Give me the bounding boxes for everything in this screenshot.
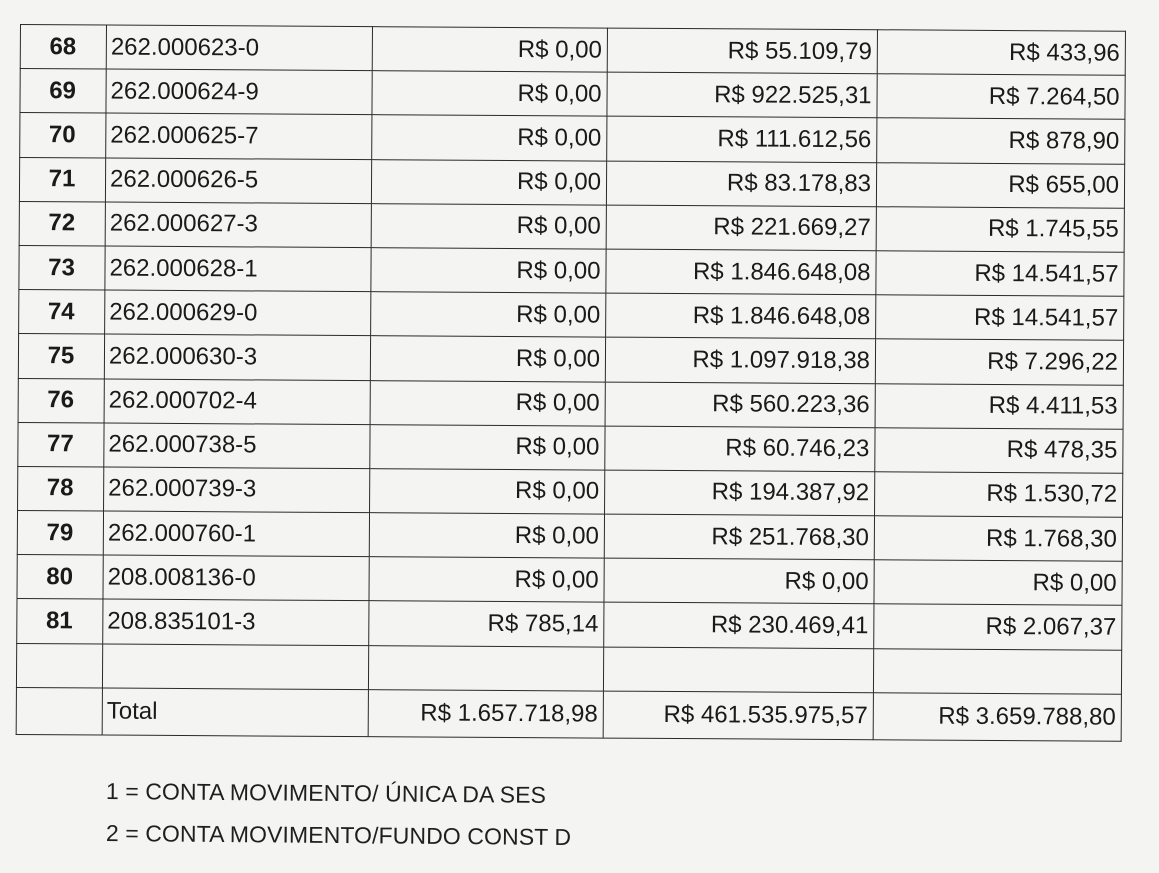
row-number: 80 [17,555,103,600]
row-number: 73 [19,245,105,290]
value-column-2: R$ 83.178,83 [606,161,876,207]
value-column-3: R$ 2.067,37 [874,604,1122,650]
value-column-2: R$ 230.469,41 [604,603,874,649]
row-number: 72 [19,201,105,246]
account-number: 208.008136-0 [103,555,369,601]
value-column-3: R$ 14.541,57 [876,251,1124,297]
value-column-3: R$ 1.768,30 [874,516,1122,562]
row-number: 76 [18,378,104,423]
account-number: 262.000760-1 [103,511,369,557]
value-column-2: R$ 0,00 [604,558,874,604]
account-number: 262.000625-7 [106,113,372,159]
table-row [19,290,1124,341]
row-number: 79 [17,511,103,556]
account-number: 262.000739-3 [104,467,370,513]
empty-row [16,643,1121,694]
table-row [18,466,1123,517]
account-number: 262.000628-1 [105,246,371,292]
total-value-column-2: R$ 461.535.975,57 [603,691,873,740]
value-column-2: R$ 1.097.918,38 [605,337,875,383]
account-number: 262.000624-9 [106,69,372,115]
account-number: 262.000629-0 [105,290,371,336]
empty-cell [16,687,102,735]
value-column-3: R$ 433,96 [877,30,1125,76]
value-column-2: R$ 922.525,31 [607,72,877,118]
value-column-1: R$ 0,00 [370,380,605,426]
empty-cell [873,648,1121,694]
value-column-1: R$ 0,00 [370,336,605,382]
empty-cell [368,645,603,691]
value-column-1: R$ 0,00 [369,513,604,559]
empty-cell [16,643,102,688]
row-number: 77 [18,422,104,467]
row-number: 71 [19,157,105,202]
value-column-1: R$ 785,14 [369,601,604,647]
total-label: Total [102,688,368,737]
total-value-column-3: R$ 3.659.788,80 [873,693,1121,742]
value-column-2: R$ 1.846.648,08 [606,249,876,295]
account-number: 262.000626-5 [105,158,371,204]
value-column-3: R$ 1.530,72 [875,472,1123,518]
value-column-1: R$ 0,00 [372,115,607,161]
row-number: 68 [20,25,106,70]
account-number: 262.000738-5 [104,423,370,469]
table-row [18,422,1123,473]
empty-cell [102,644,368,690]
table-row [17,599,1122,650]
value-column-2: R$ 1.846.648,08 [606,293,876,339]
value-column-3: R$ 1.745,55 [876,206,1124,252]
value-column-1: R$ 0,00 [370,424,605,470]
legend-line-1: 1 = CONTA MOVIMENTO/ ÚNICA DA SES [105,778,547,808]
value-column-2: R$ 221.669,27 [606,205,876,251]
value-column-1: R$ 0,00 [371,248,606,294]
value-column-1: R$ 0,00 [371,292,606,338]
table-row [20,113,1125,164]
value-column-3: R$ 7.264,50 [877,74,1125,120]
value-column-3: R$ 478,35 [875,427,1123,473]
row-number: 74 [19,290,105,335]
total-value-column-1: R$ 1.657.718,98 [368,689,603,737]
value-column-3: R$ 0,00 [874,560,1122,606]
value-column-1: R$ 0,00 [371,203,606,249]
table-row [18,378,1123,429]
legend-line-2: 2 = CONTA MOVIMENTO/FUNDO CONST D [105,820,572,851]
row-number: 78 [18,466,104,511]
value-column-3: R$ 14.541,57 [876,295,1124,341]
value-column-2: R$ 60.746,23 [605,426,875,472]
row-number: 70 [20,113,106,158]
accounts-table [16,24,1126,742]
empty-cell [603,647,873,693]
value-column-2: R$ 251.768,30 [604,514,874,560]
value-column-2: R$ 560.223,36 [605,382,875,428]
table-row [18,334,1123,385]
table-row [20,69,1125,120]
table-row [19,245,1124,296]
table-row [19,157,1124,208]
value-column-3: R$ 4.411,53 [875,383,1123,429]
account-number: 262.000702-4 [104,379,370,425]
table-row [17,511,1122,562]
value-column-2: R$ 55.109,79 [607,28,877,74]
total-row [16,687,1121,741]
row-number: 75 [18,334,104,379]
value-column-3: R$ 655,00 [876,162,1124,208]
table-row [19,201,1124,252]
account-number: 262.000630-3 [104,334,370,380]
accounts-table-body [16,25,1125,742]
value-column-3: R$ 7.296,22 [875,339,1123,385]
row-number: 69 [20,69,106,114]
value-column-1: R$ 0,00 [370,469,605,515]
value-column-2: R$ 194.387,92 [605,470,875,516]
account-number: 262.000627-3 [105,202,371,248]
value-column-1: R$ 0,00 [369,557,604,603]
account-number: 208.835101-3 [103,599,369,645]
value-column-1: R$ 0,00 [372,27,607,73]
value-column-1: R$ 0,00 [372,71,607,117]
value-column-2: R$ 111.612,56 [607,116,877,162]
value-column-3: R$ 878,90 [877,118,1125,164]
row-number: 81 [17,599,103,644]
table-row [17,555,1122,606]
value-column-1: R$ 0,00 [371,159,606,205]
table-row [20,25,1125,76]
account-number: 262.000623-0 [106,25,372,71]
